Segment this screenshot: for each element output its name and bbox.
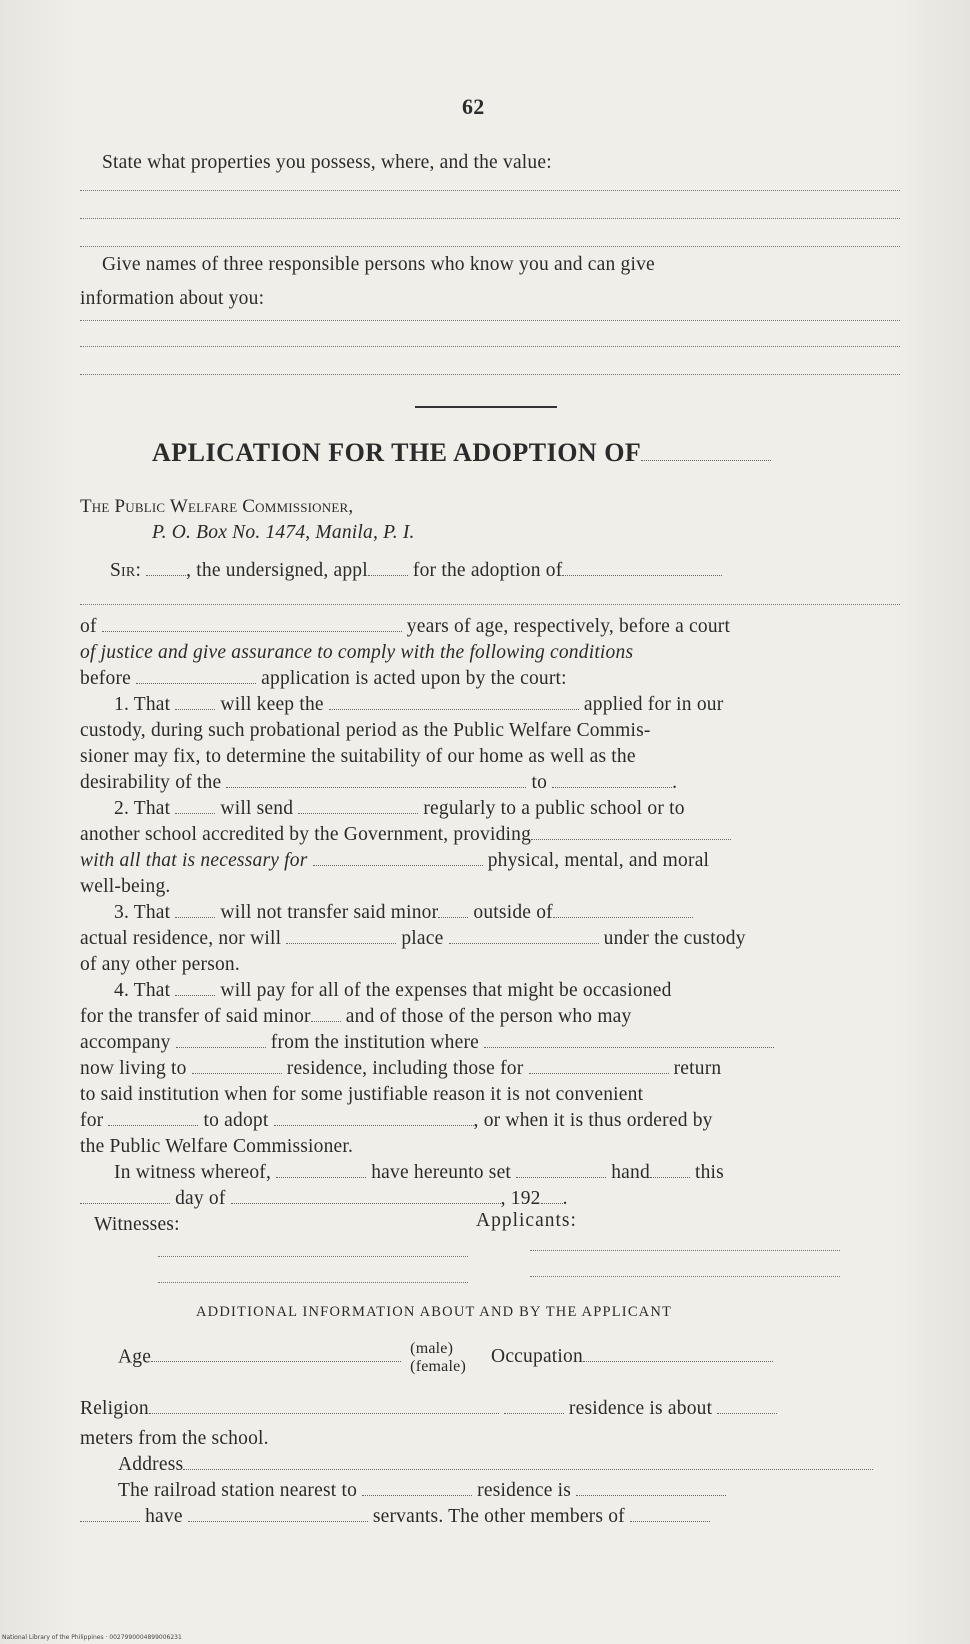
c3-blank-5 [449,942,599,944]
c4-l2b: and of those of the person who may [340,1006,632,1027]
witness-b: have hereunto set [366,1162,517,1183]
c4-l6a: for [80,1110,109,1131]
applicants-label: Applicants: [476,1210,577,1231]
c2-c: regularly to a public school or to [418,798,685,819]
gender-female: female [415,1358,461,1375]
servants-blank-1 [80,1520,140,1522]
persons-line-1 [80,320,900,321]
condition-1 [80,692,910,796]
gender-choice: (male) (female) [410,1340,466,1375]
c4-line-7: the Public Welfare Commissioner. [80,1136,354,1157]
witness-blank-5 [231,1202,501,1204]
c4-a: 4. That [114,980,176,1001]
c3-blank-1 [175,916,215,918]
witness-blank-2 [516,1176,606,1178]
c4-l2a: for the transfer of said minor [80,1006,311,1027]
railroad-blank-1 [362,1494,472,1496]
witness-signature-2 [158,1282,468,1283]
witness-c: hand [606,1162,650,1183]
witness-clause [80,1160,910,1212]
c4-l4c: return [668,1058,722,1079]
sir-blank-1 [146,574,186,576]
meters-line: meters from the school. [80,1428,269,1449]
properties-prompt: State what properties you possess, where, and the value: [102,152,552,173]
c2-a: 2. That [114,798,176,819]
witnesses-label: Witnesses: [94,1214,180,1235]
witness-signature-1 [158,1256,468,1257]
c4-l6c: , or when it is thus ordered by [473,1110,713,1131]
c1-c: applied for in our [578,694,724,715]
servants-b: servants. [367,1506,444,1527]
railroad-a: The railroad station nearest to [118,1480,363,1501]
c4-l4a: now living to [80,1058,192,1079]
persons-line-2 [80,346,900,347]
c4-blank-4 [484,1046,774,1048]
c2-blank-3 [531,838,731,840]
servants-a: have [140,1506,188,1527]
c4-blank-7 [108,1124,198,1126]
c1-b: will keep the [215,694,329,715]
title-blank [641,459,771,461]
servants-c: The other members of [443,1506,630,1527]
applicant-signature-2 [530,1276,840,1277]
c4-blank-8 [274,1124,474,1126]
before-blank [136,682,256,684]
c2-line-4: well-being. [80,876,171,897]
c3-l2a: actual residence, nor will [80,928,287,949]
c1-l4b: to [526,772,553,793]
religion-row [80,1396,910,1422]
witness-l2c: . [562,1188,568,1209]
sir-line [80,558,910,584]
c4-l4b: residence, including those for [281,1058,529,1079]
archive-footer: National Library of the Philippines · 0027990004899006231 [2,1634,182,1641]
of-text: of [80,616,102,637]
railroad-b: residence is [472,1480,577,1501]
persons-prompt-line-2: information about you: [80,288,265,309]
c2-blank-2 [298,812,418,814]
address-blank [183,1468,873,1470]
c1-line-2: custody, during such probational period as the Public Welfare Commis- [80,720,651,741]
sir-blank-3 [562,574,722,576]
justice-line: of justice and give assurance to comply with the following conditions [80,642,634,663]
witness-d: this [689,1162,724,1183]
age-line [80,614,910,640]
c4-blank-1 [175,994,215,996]
condition-2 [80,796,910,900]
sir-text-2: for the adoption of [407,560,563,581]
witness-a: In witness whereof, [114,1162,277,1183]
c2-b: will send [215,798,299,819]
before-text-2: application is acted upon by the court: [256,668,567,689]
c1-blank-1 [175,708,215,710]
c2-blank-1 [175,812,215,814]
occupation-blank [583,1360,773,1362]
witness-blank-4 [80,1202,170,1204]
railroad-row [118,1478,908,1504]
age-blank-field [151,1360,401,1362]
c2-blank-4 [313,864,483,866]
address-label: Address [118,1454,184,1475]
c1-a: 1. That [114,694,176,715]
condition-3 [80,900,910,978]
servants-row [80,1504,910,1530]
applicant-signature-1 [530,1250,840,1251]
c4-blank-6 [529,1072,669,1074]
c1-blank-3 [226,786,526,788]
before-text: before [80,668,137,689]
condition-4 [80,978,910,1160]
c3-l2b: place [396,928,449,949]
servants-blank-3 [630,1520,710,1522]
c4-blank-3 [176,1046,266,1048]
page-number: 62 [462,94,485,119]
c4-l6b: to adopt [198,1110,274,1131]
additional-info-heading: ADDITIONAL INFORMATION ABOUT AND BY THE APPLICANT [196,1304,673,1320]
servants-blank-2 [188,1520,368,1522]
witness-blank-6 [541,1202,563,1204]
years-text: years of age, respectively, before a court [401,616,731,637]
c1-l4c: . [672,772,678,793]
c4-b: will pay for all of the expenses that might be occasioned [215,980,672,1001]
c1-blank-2 [329,708,579,710]
c3-a: 3. That [114,902,176,923]
address-row [118,1452,908,1478]
c4-l3b: from the institution where [265,1032,485,1053]
occupation-label: Occupation [491,1346,583,1368]
sir-text-1: , the undersigned, appl [186,560,368,581]
properties-line-3 [80,246,900,247]
c2-l3a: with all that is necessary for [80,850,313,871]
age-label: Age [118,1346,152,1368]
c2-line-2: another school accredited by the Government, providing [80,824,532,845]
residence-about: residence is about [568,1398,713,1419]
c4-blank-2 [311,1020,341,1022]
title-text: APLICATION FOR THE ADOPTION OF [152,438,642,467]
residence-distance-blank [717,1412,777,1414]
c1-blank-4 [552,786,672,788]
witness-l2a: day of [170,1188,231,1209]
c3-blank-4 [286,942,396,944]
c1-l4a: desirability of the [80,772,227,793]
witness-l2b: , 192 [500,1188,541,1209]
c3-c: outside of [468,902,553,923]
properties-line-1 [80,190,900,191]
section-divider [415,406,557,408]
application-title [152,438,771,468]
c3-l2c: under the custody [598,928,746,949]
religion-label: Religion [80,1398,149,1419]
religion-blank-2 [504,1412,564,1414]
properties-line-2 [80,218,900,219]
witness-blank-3 [650,1176,690,1178]
before-line [80,666,910,692]
c3-blank-3 [553,916,693,918]
gender-male: male [415,1340,448,1357]
c4-l3a: accompany [80,1032,176,1053]
sir-blank-2 [368,574,408,576]
age-blank [102,630,402,632]
addressee-address: P. O. Box No. 1474, Manila, P. I. [152,522,415,543]
persons-prompt-line-1: Give names of three responsible persons who know you and can give [102,254,655,275]
addressee: The Public Welfare Commissioner, [80,496,354,517]
c1-line-3: sioner may fix, to determine the suitability of our home as well as the [80,746,636,767]
adoptee-line [80,604,900,605]
c2-l3b: physical, mental, and moral [482,850,710,871]
c4-blank-5 [192,1072,282,1074]
witness-blank-1 [276,1176,366,1178]
c4-line-5: to said institution when for some justifiable reason it is not convenient [80,1084,644,1105]
c3-blank-2 [438,916,468,918]
c3-line-3: of any other person. [80,954,240,975]
persons-line-3 [80,374,900,375]
religion-blank [149,1412,499,1414]
salutation: Sir: [110,560,142,581]
age-gender-row [118,1340,908,1376]
railroad-blank-2 [576,1494,726,1496]
c3-b: will not transfer said minor [215,902,439,923]
